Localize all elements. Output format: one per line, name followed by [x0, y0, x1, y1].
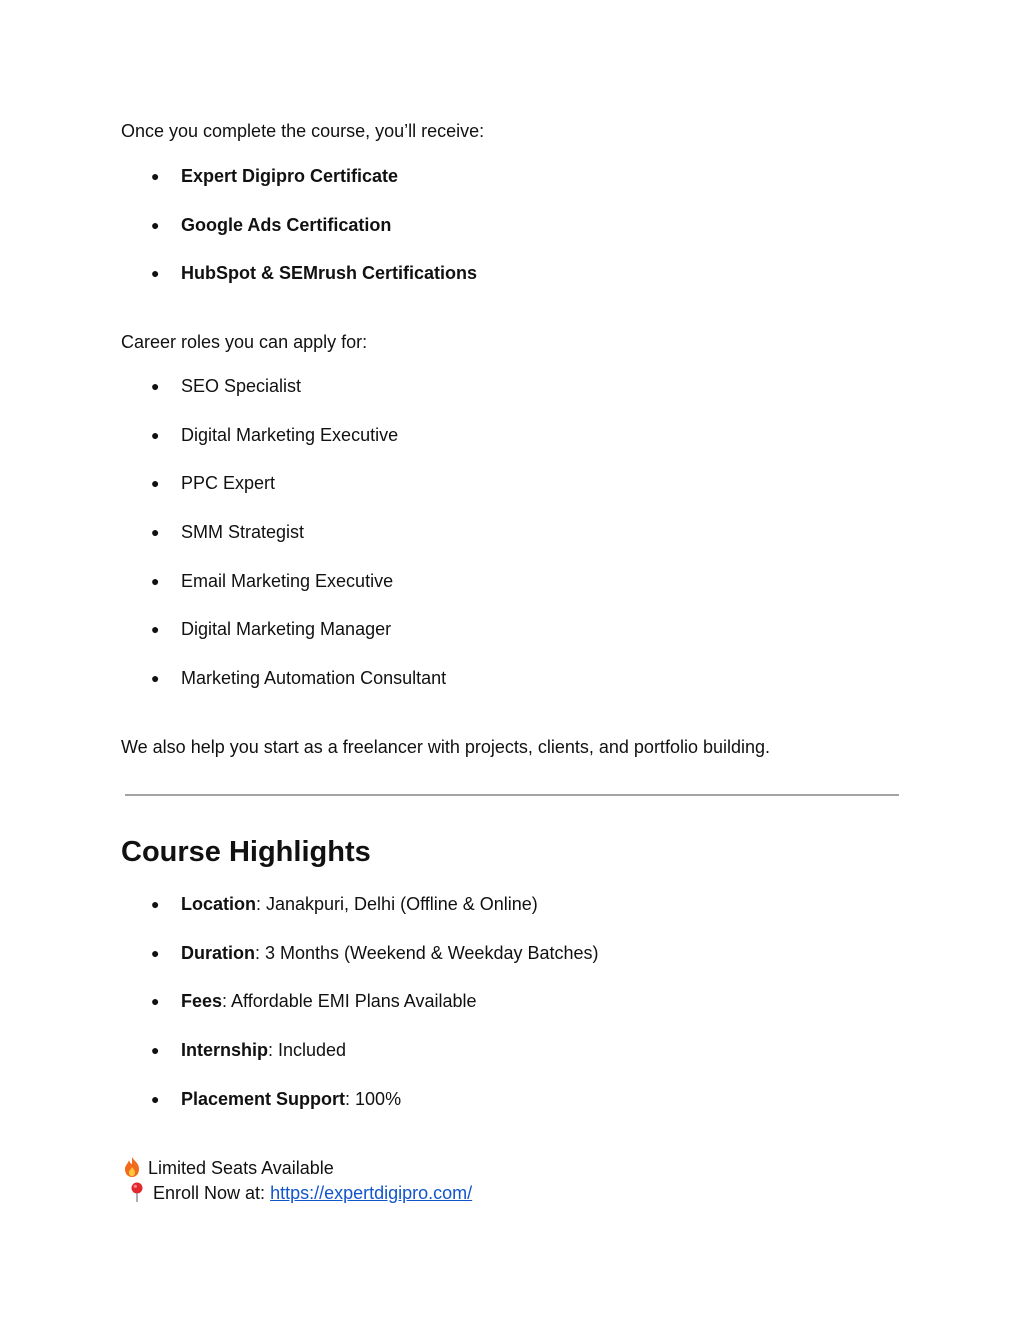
limited-seats-text: Limited Seats Available — [148, 1158, 334, 1178]
bullet-icon: ● — [151, 572, 160, 589]
careers-intro: Career roles you can apply for: — [121, 332, 368, 352]
bullet-icon: ● — [151, 216, 160, 233]
highlight-label: Location — [181, 894, 256, 914]
certificate-name: HubSpot & SEMrush Certifications — [181, 263, 478, 284]
career-role: SMM Strategist — [181, 522, 305, 543]
bullet-icon: ● — [151, 426, 160, 443]
enroll-line — [126, 1181, 472, 1204]
bullet-icon: ● — [151, 524, 160, 541]
pin-icon — [126, 1181, 148, 1204]
fire-icon — [121, 1156, 143, 1179]
section-heading: Course Highlights — [121, 836, 371, 868]
bullet-icon: ● — [151, 378, 160, 394]
highlight-value: : 3 Months (Weekend & Weekday Batches) — [255, 942, 599, 963]
section-divider — [125, 794, 899, 796]
highlight-text — [181, 1088, 401, 1110]
highlight-value: : Janakpuri, Delhi (Offline & Online) — [256, 894, 538, 914]
bullet-icon: ● — [151, 168, 160, 184]
career-role: Digital Marketing Manager — [181, 619, 392, 640]
highlight-label: Duration — [181, 942, 255, 963]
career-role: PPC Expert — [181, 473, 276, 494]
certificate-name: Expert Digipro Certificate — [181, 166, 399, 186]
certificates-intro: Once you complete the course, you’ll receive: — [121, 121, 485, 141]
highlight-value: : 100% — [345, 1088, 402, 1109]
highlight-label: Internship — [181, 1040, 269, 1061]
highlight-text — [181, 942, 599, 964]
highlight-text — [181, 990, 477, 1012]
enroll-label: Enroll Now at: — [153, 1183, 271, 1203]
bullet-icon: ● — [151, 265, 160, 282]
bullet-icon: ● — [151, 621, 160, 638]
limited-seats-line — [121, 1156, 334, 1179]
certificate-name: Google Ads Certification — [181, 214, 392, 235]
bullet-icon: ● — [151, 670, 160, 687]
highlight-label: Fees — [181, 991, 223, 1012]
bullet-icon: ● — [151, 1042, 160, 1059]
bullet-icon: ● — [151, 896, 160, 912]
career-role: Email Marketing Executive — [181, 570, 394, 591]
career-role: SEO Specialist — [181, 376, 302, 396]
bullet-icon: ● — [151, 944, 160, 961]
highlight-value: : Affordable EMI Plans Available — [222, 991, 477, 1012]
career-role: Marketing Automation Consultant — [181, 668, 447, 689]
bullet-icon: ● — [151, 993, 160, 1010]
highlight-label: Placement Support — [181, 1088, 346, 1109]
bullet-icon: ● — [151, 1090, 160, 1107]
career-role: Digital Marketing Executive — [181, 424, 399, 445]
bullet-icon: ● — [151, 475, 160, 492]
highlight-value: : Included — [268, 1040, 347, 1061]
freelance-note: We also help you start as a freelancer with projects, clients, and portfolio building. — [121, 737, 771, 757]
highlight-text — [181, 893, 538, 915]
enroll-link[interactable]: https://expertdigipro.com/ — [270, 1183, 473, 1203]
highlight-text — [181, 1039, 346, 1061]
